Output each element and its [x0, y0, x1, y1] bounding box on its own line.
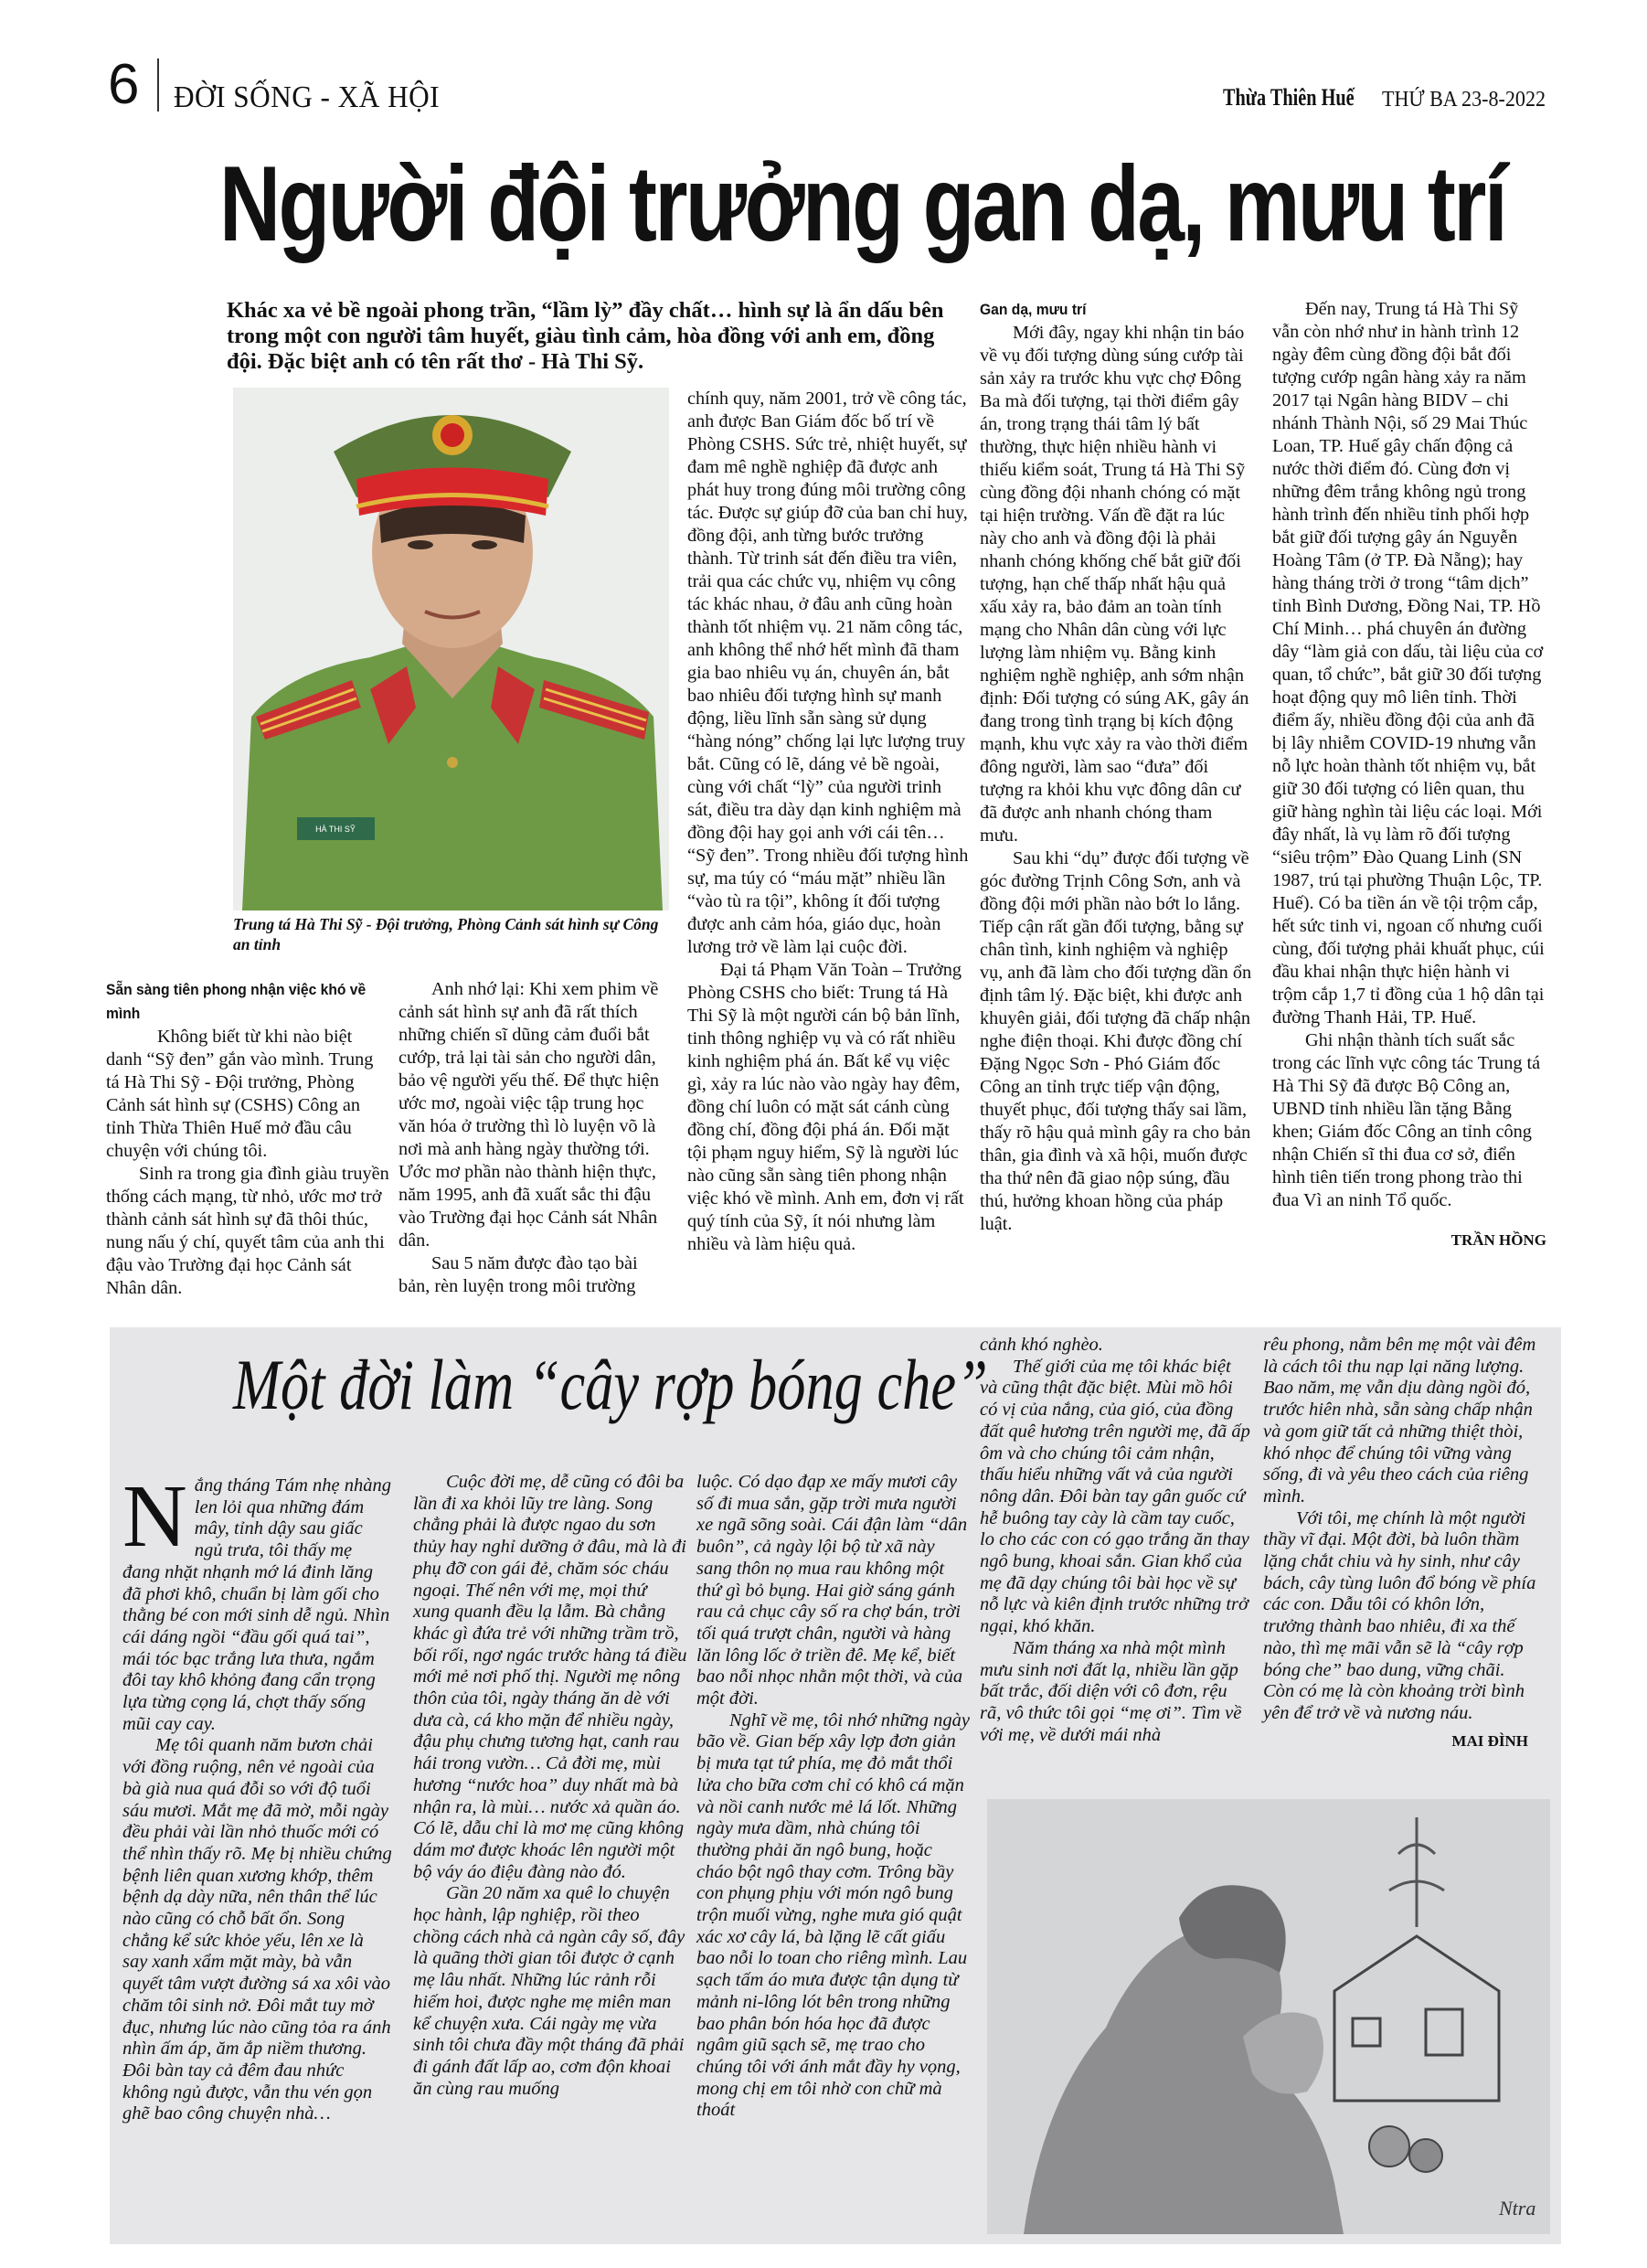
article1-byline: TRẦN HỒNG: [1450, 1231, 1546, 1249]
paragraph: Mới đây, ngay khi nhận tin báo về vụ đối tượng dùng súng cướp tài sản xảy ra trước khu vực chợ Đông Ba mà đối tượng, tại thời điểm gây án, trong trạng thái tâm lý bất thường, thực hiện nhiều hành vi thiếu kiểm soát, Trung tá Hà Thi Sỹ cùng đồng đội nhanh chóng có mặt tại hiện trường. Vấn đề đặt ra lúc này cho anh và đồng đội là phải nhanh chóng khống chế bắt giữ đối tượng, hạn chế thấp nhất hậu quả xấu xảy ra, bảo đảm an toàn tính mạng cho Nhân dân cùng với lực lượng làm nhiệm vụ. Bằng kinh nghiệm nghề nghiệp, anh sớm nhận định: Đối tượng có súng AK, gây án đang trong tình trạng bị kích động mạnh, khu vực xảy ra vào thời điểm đông người, làm sao “đưa” đối tượng ra khỏi khu vực đông dân cư đã được anh nhanh chóng tham mưu.: [980, 323, 1249, 846]
paragraph: luộc. Có dạo đạp xe mấy mươi cây số đi mua sắn, gặp trời mưa người xe ngã sõng soài. Cái đận làm “dân buôn”, cả ngày lội bộ từ xã này sang thôn nọ mua rau không một thứ gì bỏ bụng. Hai giờ sáng gánh rau cả chục cây số ra chợ bán, trời tối quá trượt chân, người và hàng lăn lông lốc ở triền đê. Mẹ kể, biết bao nỗi nhọc nhằn một thời, và của một đời.: [696, 1472, 968, 1709]
paragraph: Nghĩ về mẹ, tôi nhớ những ngày bão về. Gian bếp xây lợp đơn giản bị mưa tạt tứ phía, mẹ đỏ mắt thổi lửa cho bữa cơm chỉ có khô cá mặn và nồi canh nước mẻ lá lốt. Những ngày mưa dầm, nhà chúng tôi thường phải ăn ngô bung, hoặc cháo bột ngô thay cơm. Trông bầy con phụng phịu với món ngô bung trộn muối vừng, nghe mưa gió quật xác xơ cây lá, bà lặng lẽ cất giấu bao nỗi lo toan cho riêng mình. Lau sạch tấm áo mưa được tận dụng từ mảnh ni-lông lót bên trong những bao phân bón hóa học đã được ngâm giũ sạch sẽ, mẹ trao cho chúng tôi với ánh mắt đầy hy vọng, mong chị em tôi nhờ con chữ mà thoát: [696, 1709, 970, 2121]
paragraph: rêu phong, nằm bên mẹ một vài đêm là cách tôi thu nạp lại năng lượng. Bao năm, mẹ vẫn dịu dàng ngồi đó, trước hiên nhà, sẵn sàng chấp nhận và gom giữ tất cả những thiệt thòi, khó nhọc để chúng tôi vững vàng sống, đi và yêu theo cách của riêng mình.: [1263, 1335, 1536, 1507]
article1-column-3: [687, 388, 971, 1256]
page-number: 6: [108, 53, 140, 116]
paragraph: Đến nay, Trung tá Hà Thi Sỹ vẫn còn nhớ như in hành trình 12 ngày đêm cùng đồng đội bắt đối tượng cướp ngân hàng xảy ra năm 2017 tại Ngân hàng BIDV – chi nhánh Thành Nội, số 29 Mai Thúc Loan, TP. Huế gây chấn động cả nước thời điểm đó. Cùng đơn vị những đêm trắng không ngủ trong hành trình đến nhiều tỉnh phối hợp bắt giữ đối tượng gây án Nguyễn Hoàng Tâm (ở TP. Đà Nẵng); hay hàng tháng trời ở trong “tâm dịch” tỉnh Bình Dương, Đồng Nai, TP. Hồ Chí Minh… phá chuyên án đường dây “làm giả con dấu, tài liệu của cơ quan, tổ chức”, bắt giữ 30 đối tượng hoạt động quy mô liên tỉnh. Thời điểm ấy, nhiều đồng đội của anh đã bị lây nhiễm COVID-19 nhưng vẫn nỗ lực hoàn thành tốt nhiệm vụ, bắt giữ 30 đối tượng có liên quan, thu giữ hàng nghìn tài liệu các loại. Mới đây nhất, là vụ làm rõ đối tượng “siêu trộm” Đào Quang Linh (SN 1987, trú tại phường Thuận Lộc, TP. Huế). Có ba tiền án về tội trộm cắp, hết sức tinh vi, ngoan cố nhưng cuối cùng, đối tượng phải khuất phục, cúi đầu khai nhận thực hiện hành vi trộm cắp 1,7 tỉ đồng của 1 hộ dân tại đường Thanh Hải, TP. Huế.: [1272, 299, 1545, 1028]
essay-column-2: [413, 1472, 687, 2100]
essay-column-5: [1263, 1335, 1537, 1752]
essay-column-3: [696, 1472, 971, 2122]
paragraph: Thế giới của mẹ tôi khác biệt và cũng thật đặc biệt. Mùi mồ hôi có vị của nắng, của gió, của đồng đất quê hương trên người mẹ, đã ấp ôm và cho chúng tôi cảm nhận, thấu hiểu những vất vả của người nông dân. Đôi bàn tay gân guốc cứ hễ buông tay cày là cầm tay cuốc, lo cho các con có gạo trắng ăn thay ngô bung, khoai sắn. Gian khổ của mẹ đã dạy chúng tôi bài học về sự nỗ lực và kiên định trước những trở ngại, khó khăn.: [980, 1356, 1250, 1637]
paragraph: Sau 5 năm được đào tạo bài bản, rèn luyện trong môi trường: [398, 1253, 638, 1296]
photo-caption: Trung tá Hà Thi Sỹ - Đội trưởng, Phòng Cảnh sát hình sự Công an tỉnh: [233, 915, 659, 953]
essay-illustration: [987, 1799, 1550, 2234]
paragraph: Gần 20 năm xa quê lo chuyện học hành, lập nghiệp, rồi theo chồng cách nhà cả ngàn cây số, đây là quãng thời gian tôi được ở cạnh mẹ lâu nhất. Những lúc rảnh rỗi hiếm hoi, được nghe mẹ miên man kể chuyện xưa. Cái ngày mẹ vừa sinh tôi chưa đầy một tháng đã phải đi gánh đất lấp ao, cơm độn khoai ăn cùng rau muống: [413, 1883, 685, 2099]
essay-column-4: [980, 1335, 1250, 1746]
paragraph: Mẹ tôi quanh năm bươn chải với đồng ruộng, nên vẻ ngoài của bà già nua quá đỗi so với độ tuổi sáu mươi. Mắt mẹ đã mờ, mỗi ngày đều phải vài lần nhỏ thuốc mới có thể nhìn thấy rõ. Mẹ bị nhiều chứng bệnh liên quan xương khớp, thêm bệnh dạ dày nữa, nên thân thể lúc nào cũng có chỗ bất ổn. Song chẳng kể sức khỏe yếu, lên xe là say xanh xẩm mặt mày, bà vẫn quyết tâm vượt đường sá xa xôi vào chăm tôi sinh nở. Đôi mắt tuy mờ đục, nhưng lúc nào cũng tỏa ra ánh nhìn ấm áp, ăm ắp niềm thương. Đôi bàn tay cả đêm đau nhức không ngủ được, vẫn thu vén gọn ghẽ bao công chuyện nhà…: [122, 1735, 392, 2124]
paragraph: Anh nhớ lại: Khi xem phim về cảnh sát hình sự anh đã rất thích những chiến sĩ dũng cảm đuổi bắt cướp, trả lại tài sản cho người dân, bảo vệ người yếu thế. Để thực hiện ước mơ, ngoài việc tập trung học văn hóa ở trường thì lò luyện võ là nơi mà anh hàng ngày thường tới. Ước mơ phần nào thành hiện thực, năm 1995, anh đã xuất sắc thi đậu vào Trường đại học Cảnh sát Nhân dân.: [398, 979, 660, 1251]
essay-column-1: [122, 1467, 393, 2125]
section-title: ĐỜI SỐNG - XÃ HỘI: [174, 80, 441, 114]
subheading-1: Sẵn sàng tiên phong nhận việc khó về mình: [106, 981, 367, 1022]
drop-cap: N: [122, 1467, 187, 1566]
issue-date: THỨ BA 23-8-2022: [1382, 88, 1546, 112]
mother-and-child-sketch: [987, 1799, 1550, 2234]
article1-column-5: [1272, 298, 1546, 1251]
newspaper-name: Thừa Thiên Huế: [1223, 84, 1355, 111]
article1-column-1: [106, 978, 389, 1300]
paragraph: Ghi nhận thành tích suất sắc trong các lĩnh vực công tác Trung tá Hà Thi Sỹ đã được Bộ Công an, UBND tỉnh nhiều lần tặng Bằng khen; Giám đốc Công an tỉnh công nhận Chiến sĩ thi đua cơ sở, điển hình tiên tiến trong phong trào thi đua Vì an ninh Tổ quốc.: [1272, 1030, 1541, 1210]
paragraph: Đại tá Phạm Văn Toàn – Trưởng Phòng CSHS cho biết: Trung tá Hà Thi Sỹ là một người cán bộ bản lĩnh, tinh thông nghiệp vụ và có rất nhiều kinh nghiệm phá án. Bất kể vụ việc gì, xảy ra lúc nào vào ngày hay đêm, đồng chí luôn có mặt sát cánh cùng đồng chí, đồng đội phá án. Đối mặt tội phạm nguy hiểm, Sỹ là người lúc nào cũng sẵn sàng tiên phong nhận việc khó về mình. Anh em, đơn vị rất quý tính của Sỹ, ít nói nhưng làm nhiều và làm hiệu quả.: [687, 960, 964, 1254]
article-lead: Khác xa vẻ bề ngoài phong trần, “lầm lỳ” đầy chất… hình sự là ẩn dấu bên trong một con người tâm huyết, giàu tình cảm, hòa đồng với anh em, đồng đội. Đặc biệt anh có tên rất thơ - Hà Thi Sỹ.: [227, 298, 944, 374]
paragraph: Sinh ra trong gia đình giàu truyền thống cách mạng, từ nhỏ, ước mơ trở thành cảnh sát hình sự đã thôi thúc, nung nấu ý chí, quyết tâm của anh thi đậu vào Trường đại học Cảnh sát Nhân dân.: [106, 1164, 389, 1298]
paragraph: Năm tháng xa nhà một mình mưu sinh nơi đất lạ, nhiều lần gặp bất trắc, đối diện với cô đơn, rệu rã, vô thức tôi gọi “mẹ ơi”. Tìm về với mẹ, về dưới mái nhà: [980, 1637, 1242, 1745]
name-tag-text: HÀ THI SỸ: [315, 825, 356, 834]
essay-byline: MAI ĐÌNH: [1451, 1731, 1528, 1750]
article1-column-4: [980, 298, 1254, 1236]
police-officer-portrait: [233, 388, 669, 910]
article1-column-2: [398, 978, 673, 1298]
paragraph: ắng tháng Tám nhẹ nhàng len lỏi qua những đám mây, tỉnh dậy sau giấc ngủ trưa, tôi thấy mẹ đang nhặt nhạnh mớ lá đinh lăng đã phơi khô, chuẩn bị làm gối cho thằng bé con mới sinh dễ ngủ. Nhìn cái dáng ngồi “đầu gối quá tai”, mái tóc bạc trắng lưa thưa, ngắm đôi tay khô khỏng đang cẩn trọng lựa từng cọng lá, chợt thấy sống mũi cay cay.: [122, 1475, 392, 1734]
essay-title: Một đời làm “cây rợp bóng che”: [233, 1345, 988, 1424]
artist-signature: Ntra: [1499, 2197, 1536, 2220]
paragraph: Không biết từ khi nào biệt danh “Sỹ đen” gắn vào mình. Trung tá Hà Thi Sỹ - Đội trưởng, Phòng Cảnh sát hình sự (CSHS) Công an tỉnh Thừa Thiên Huế mở đầu câu chuyện với chúng tôi.: [106, 1027, 374, 1161]
paragraph: Cuộc đời mẹ, dễ cũng có đôi ba lần đi xa khỏi lũy tre làng. Song chẳng phải là được ngao du sơn thủy hay nghỉ dưỡng ở đâu, mà là đi phụ đỡ con gái đẻ, chăm sóc cháu ngoại. Thế nên với mẹ, mọi thứ xung quanh đều lạ lẫm. Bà chẳng khác gì đứa trẻ với những trầm trồ, bối rối, ngơ ngác trước hàng tá điều mới mẻ nơi phố thị. Người mẹ nông thôn của tôi, ngày tháng ăn dè với dưa cà, cá kho mặn để nhiều ngày, đậu phụ chưng tương hạt, canh rau hái trong vườn… Cả đời mẹ, mùi hương “nước hoa” duy nhất mà bà nhận ra, là mùi… nước xả quần áo. Có lẽ, dẫu chỉ là mơ mẹ cũng không dám mơ được khoác lên người một bộ váy áo điệu đàng nào đó.: [413, 1472, 687, 1882]
paragraph: Sau khi “dụ” được đối tượng về góc đường Trịnh Công Sơn, anh và đồng đội mới phần nào bớt lo lắng. Tiếp cận rất gần đối tượng, bằng sự chân tình, kinh nghiệm và nghiệp vụ, anh đã làm cho đối tượng dần ổn định tâm lý. Đặc biệt, khi được anh khuyên giải, đối tượng đã chấp nhận nghe điện thoại. Khi được đồng chí Đặng Ngọc Sơn - Phó Giám đốc Công an tỉnh trực tiếp vận động, thuyết phục, đối tượng thấy sai lầm, thấy rõ hậu quả mình gây ra cho bản thân, gia đình và xã hội, muốn được tha thứ nên đã giao nộp súng, đầu thú, hưởng khoan hồng của pháp luật.: [980, 848, 1252, 1234]
paragraph: Với tôi, mẹ chính là một người thầy vĩ đại. Một đời, bà luôn thầm lặng chắt chiu và hy sinh, như cây bách, cây tùng luôn đổ bóng về phía các con. Dẫu tôi có khôn lớn, trưởng thành bao nhiêu, đi xa thế nào, thì mẹ mãi vẫn sẽ là “cây rợp bóng che” bao dung, vững chãi. Còn có mẹ là còn khoảng trời bình yên để trở về và nương náu.: [1263, 1507, 1536, 1723]
subheading-2: Gan dạ, mưu trí: [980, 301, 1087, 318]
masthead-divider: [157, 59, 159, 112]
portrait-photo: [233, 388, 669, 910]
article-headline: Người đội trưởng gan dạ, mưu trí: [219, 143, 1506, 263]
paragraph: chính quy, năm 2001, trở về công tác, anh được Ban Giám đốc bố trí về Phòng CSHS. Sức trẻ, nhiệt huyết, sự đam mê nghề nghiệp đã được anh phát huy trong đúng môi trường công tác. Được sự giúp đỡ của ban chỉ huy, đồng đội, anh từng bước trưởng thành. Từ trinh sát đến điều tra viên, trải qua các chức vụ, nhiệm vụ công tác khác nhau, ở đâu anh cũng hoàn thành tốt nhiệm vụ. 21 năm công tác, anh không thể nhớ hết mình đã tham gia bao nhiêu vụ án, chuyên án, bắt bao nhiêu đối tượng hình sự manh động, liều lĩnh sẵn sàng sử dụng “hàng nóng” chống lại lực lượng truy bắt. Cũng có lẽ, dáng vẻ bề ngoài, cùng với chất “lỳ” của người trinh sát, điều tra dày dạn kinh nghiệm mà đồng đội hay gọi anh với cái tên… “Sỹ đen”. Trong nhiều đối tượng hình sự, ma túy có “máu mặt” nhiều lần “vào tù ra tội”, không ít đối tượng được anh cảm hóa, giáo dục, hoàn lương trở về làm lại cuộc đời.: [687, 389, 969, 957]
paragraph: cảnh khó nghèo.: [980, 1335, 1103, 1355]
